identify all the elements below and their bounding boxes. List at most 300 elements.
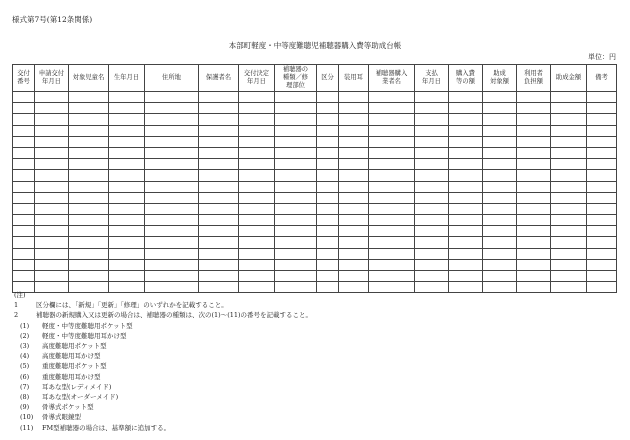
- table-cell: [339, 103, 369, 114]
- table-cell: [517, 103, 551, 114]
- table-cell: [449, 170, 483, 181]
- table-cell: [483, 92, 517, 103]
- table-cell: [69, 136, 109, 147]
- table-cell: [369, 282, 415, 293]
- table-cell: [587, 282, 617, 293]
- table-cell: [483, 226, 517, 237]
- table-cell: [145, 248, 199, 259]
- table-cell: [317, 147, 339, 158]
- table-row: [13, 192, 617, 203]
- table-cell: [13, 192, 35, 203]
- table-cell: [317, 114, 339, 125]
- table-cell: [69, 103, 109, 114]
- table-cell: [275, 259, 317, 270]
- table-cell: [415, 282, 449, 293]
- table-cell: [587, 226, 617, 237]
- table-cell: [483, 192, 517, 203]
- table-cell: [13, 103, 35, 114]
- note-text: 骨導式眼鏡型: [42, 413, 81, 422]
- table-cell: [69, 147, 109, 158]
- table-cell: [339, 215, 369, 226]
- note-text: 高度難聴用ポケット型: [42, 342, 107, 351]
- note-text: 補聴器の新規購入又は更新の場合は、補聴器の種類は、次の(1)～(11)の番号を記載すること。: [36, 311, 313, 320]
- table-cell: [587, 114, 617, 125]
- table-cell: [317, 271, 339, 282]
- table-cell: [369, 147, 415, 158]
- note-type-item: [14, 402, 312, 412]
- note-type-item: [14, 331, 312, 341]
- table-cell: [275, 237, 317, 248]
- table-cell: [517, 259, 551, 270]
- table-cell: [369, 159, 415, 170]
- table-cell: [109, 92, 145, 103]
- table-row: [13, 114, 617, 125]
- table-cell: [415, 136, 449, 147]
- unit-label: 単位：円: [588, 53, 616, 61]
- table-cell: [449, 103, 483, 114]
- table-cell: [35, 192, 69, 203]
- table-cell: [339, 147, 369, 158]
- note-text: 骨導式ポケット型: [42, 403, 94, 412]
- table-cell: [339, 226, 369, 237]
- table-cell: [317, 92, 339, 103]
- note-text: 区分欄には、「新規」「更新」「修理」のいずれかを記載すること。: [36, 301, 228, 310]
- table-cell: [35, 159, 69, 170]
- column-header: 支払 年月日: [415, 65, 449, 92]
- table-cell: [483, 181, 517, 192]
- table-cell: [199, 215, 239, 226]
- table-cell: [145, 125, 199, 136]
- table-cell: [551, 92, 587, 103]
- table-cell: [13, 271, 35, 282]
- table-cell: [35, 271, 69, 282]
- table-cell: [109, 203, 145, 214]
- table-cell: [415, 248, 449, 259]
- table-cell: [483, 147, 517, 158]
- table-cell: [415, 192, 449, 203]
- table-cell: [517, 181, 551, 192]
- notes-section: [14, 290, 312, 433]
- table-cell: [339, 159, 369, 170]
- table-cell: [145, 136, 199, 147]
- table-cell: [587, 192, 617, 203]
- table-cell: [587, 259, 617, 270]
- table-row: [13, 147, 617, 158]
- table-cell: [517, 92, 551, 103]
- note-text: 軽度・中等度難聴用ポケット型: [42, 321, 133, 330]
- table-cell: [145, 226, 199, 237]
- table-cell: [339, 259, 369, 270]
- table-cell: [587, 181, 617, 192]
- table-cell: [415, 147, 449, 158]
- column-header: 住所地: [145, 65, 199, 92]
- note-text: 耳あな型(レディメイド): [42, 382, 112, 391]
- table-cell: [517, 159, 551, 170]
- table-cell: [517, 237, 551, 248]
- table-row: [13, 215, 617, 226]
- table-cell: [551, 237, 587, 248]
- table-row: [13, 92, 617, 103]
- table-cell: [483, 282, 517, 293]
- table-cell: [199, 271, 239, 282]
- table-cell: [199, 159, 239, 170]
- table-cell: [415, 237, 449, 248]
- table-cell: [109, 215, 145, 226]
- table-cell: [317, 159, 339, 170]
- column-header: 装用耳: [339, 65, 369, 92]
- table-cell: [449, 181, 483, 192]
- table-cell: [339, 192, 369, 203]
- table-cell: [551, 192, 587, 203]
- table-cell: [483, 103, 517, 114]
- table-cell: [483, 248, 517, 259]
- note-item: [14, 310, 312, 320]
- table-cell: [339, 170, 369, 181]
- table-cell: [145, 271, 199, 282]
- table-cell: [109, 248, 145, 259]
- table-cell: [369, 114, 415, 125]
- table-cell: [369, 259, 415, 270]
- table-cell: [317, 103, 339, 114]
- table-cell: [339, 248, 369, 259]
- table-cell: [449, 136, 483, 147]
- table-cell: [69, 237, 109, 248]
- table-cell: [13, 136, 35, 147]
- table-cell: [317, 215, 339, 226]
- table-cell: [551, 226, 587, 237]
- table-cell: [69, 114, 109, 125]
- table-cell: [369, 248, 415, 259]
- table-cell: [275, 226, 317, 237]
- table-cell: [275, 248, 317, 259]
- note-number: (11): [20, 423, 34, 432]
- table-cell: [35, 114, 69, 125]
- table-cell: [551, 259, 587, 270]
- note-text: 高度難聴用耳かけ型: [42, 352, 101, 361]
- table-cell: [317, 136, 339, 147]
- table-cell: [483, 170, 517, 181]
- table-cell: [199, 114, 239, 125]
- table-cell: [587, 203, 617, 214]
- table-cell: [69, 203, 109, 214]
- table-cell: [275, 92, 317, 103]
- table-cell: [145, 259, 199, 270]
- table-cell: [369, 226, 415, 237]
- table-cell: [275, 271, 317, 282]
- table-cell: [145, 92, 199, 103]
- table-cell: [145, 181, 199, 192]
- table-cell: [13, 92, 35, 103]
- table-row: [13, 136, 617, 147]
- column-header: 対象児童名: [69, 65, 109, 92]
- table-cell: [69, 226, 109, 237]
- table-cell: [239, 226, 275, 237]
- table-cell: [275, 103, 317, 114]
- table-row: [13, 259, 617, 270]
- table-cell: [275, 136, 317, 147]
- table-cell: [199, 181, 239, 192]
- table-cell: [517, 136, 551, 147]
- table-cell: [275, 215, 317, 226]
- table-cell: [239, 170, 275, 181]
- table-cell: [109, 159, 145, 170]
- table-cell: [339, 237, 369, 248]
- table-cell: [109, 271, 145, 282]
- table-cell: [415, 203, 449, 214]
- table-cell: [551, 114, 587, 125]
- table-cell: [415, 114, 449, 125]
- note-number: 1: [14, 301, 19, 310]
- table-cell: [551, 147, 587, 158]
- table-cell: [69, 92, 109, 103]
- note-item: [14, 300, 312, 310]
- table-cell: [449, 125, 483, 136]
- table-cell: [13, 259, 35, 270]
- table-cell: [317, 226, 339, 237]
- table-cell: [35, 237, 69, 248]
- note-number: (7): [20, 382, 30, 391]
- table-cell: [415, 125, 449, 136]
- table-cell: [239, 147, 275, 158]
- table-cell: [449, 92, 483, 103]
- table-cell: [415, 170, 449, 181]
- table-cell: [339, 181, 369, 192]
- table-body: [13, 92, 617, 293]
- table-cell: [415, 271, 449, 282]
- table-cell: [339, 282, 369, 293]
- column-header: 区分: [317, 65, 339, 92]
- table-cell: [339, 203, 369, 214]
- table-cell: [199, 92, 239, 103]
- table-cell: [587, 159, 617, 170]
- table-cell: [551, 271, 587, 282]
- table-cell: [483, 203, 517, 214]
- table-cell: [145, 114, 199, 125]
- table-cell: [517, 271, 551, 282]
- table-cell: [517, 226, 551, 237]
- table-cell: [275, 147, 317, 158]
- table-cell: [317, 282, 339, 293]
- column-header: 申請交付 年月日: [35, 65, 69, 92]
- table-cell: [275, 125, 317, 136]
- note-type-item: [14, 361, 312, 371]
- table-row: [13, 248, 617, 259]
- note-type-item: [14, 423, 312, 433]
- table-cell: [517, 170, 551, 181]
- table-cell: [339, 136, 369, 147]
- table-cell: [587, 215, 617, 226]
- note-text: FM型補聴器の場合は、基準額に追加する。: [42, 423, 171, 432]
- table-cell: [13, 215, 35, 226]
- table-cell: [275, 159, 317, 170]
- note-type-item: [14, 321, 312, 331]
- table-cell: [369, 170, 415, 181]
- table-cell: [35, 170, 69, 181]
- note-number: (3): [20, 342, 30, 351]
- note-type-item: [14, 372, 312, 382]
- table-cell: [145, 147, 199, 158]
- table-cell: [239, 125, 275, 136]
- column-header: 備考: [587, 65, 617, 92]
- table-cell: [587, 237, 617, 248]
- table-cell: [449, 248, 483, 259]
- table-cell: [239, 203, 275, 214]
- table-cell: [551, 103, 587, 114]
- table-cell: [239, 136, 275, 147]
- table-cell: [517, 147, 551, 158]
- table-row: [13, 226, 617, 237]
- table-cell: [239, 114, 275, 125]
- table-cell: [339, 114, 369, 125]
- table-cell: [369, 181, 415, 192]
- table-cell: [483, 215, 517, 226]
- note-number: 2: [14, 311, 19, 320]
- table-cell: [317, 170, 339, 181]
- note-number: (10): [20, 413, 34, 422]
- table-cell: [35, 259, 69, 270]
- table-cell: [587, 136, 617, 147]
- form-number: 様式第7号(第12条関係): [12, 15, 93, 24]
- note-number: (2): [20, 331, 30, 340]
- table-cell: [69, 259, 109, 270]
- table-cell: [239, 259, 275, 270]
- table-cell: [415, 92, 449, 103]
- table-cell: [275, 203, 317, 214]
- table-cell: [69, 159, 109, 170]
- table-cell: [109, 103, 145, 114]
- table-cell: [109, 136, 145, 147]
- table-cell: [517, 248, 551, 259]
- note-text: 軽度・中等度難聴用耳かけ型: [42, 331, 127, 340]
- table-cell: [415, 226, 449, 237]
- table-cell: [35, 136, 69, 147]
- table-cell: [69, 192, 109, 203]
- table-cell: [35, 248, 69, 259]
- table-cell: [587, 92, 617, 103]
- table-cell: [449, 271, 483, 282]
- table-cell: [239, 271, 275, 282]
- note-text: 重度難聴用ポケット型: [42, 362, 107, 371]
- table-cell: [449, 259, 483, 270]
- table-cell: [449, 282, 483, 293]
- column-header: 助成金額: [551, 65, 587, 92]
- table-cell: [483, 114, 517, 125]
- table-cell: [415, 181, 449, 192]
- table-cell: [35, 103, 69, 114]
- table-cell: [517, 215, 551, 226]
- table-cell: [275, 181, 317, 192]
- table-cell: [239, 215, 275, 226]
- table-row: [13, 203, 617, 214]
- column-header: 助成 対象額: [483, 65, 517, 92]
- table-cell: [239, 248, 275, 259]
- table-cell: [483, 271, 517, 282]
- table-cell: [239, 103, 275, 114]
- table-cell: [551, 282, 587, 293]
- table-cell: [13, 237, 35, 248]
- table-cell: [369, 92, 415, 103]
- table-cell: [199, 237, 239, 248]
- column-header: 保護者名: [199, 65, 239, 92]
- table-cell: [145, 215, 199, 226]
- column-header: 購入費 等の額: [449, 65, 483, 92]
- table-cell: [517, 203, 551, 214]
- column-header: 利用者 負担額: [517, 65, 551, 92]
- table-row: [13, 103, 617, 114]
- table-cell: [13, 170, 35, 181]
- table-cell: [239, 192, 275, 203]
- note-number: (6): [20, 372, 30, 381]
- table-cell: [275, 170, 317, 181]
- table-cell: [199, 103, 239, 114]
- table-cell: [317, 259, 339, 270]
- table-cell: [449, 192, 483, 203]
- table-cell: [35, 181, 69, 192]
- table-cell: [109, 170, 145, 181]
- table-row: [13, 170, 617, 181]
- table-cell: [35, 147, 69, 158]
- table-cell: [339, 92, 369, 103]
- table-cell: [369, 215, 415, 226]
- table-cell: [415, 103, 449, 114]
- table-cell: [109, 226, 145, 237]
- table-cell: [415, 215, 449, 226]
- table-header-row: [13, 65, 617, 92]
- table-cell: [339, 271, 369, 282]
- note-type-item: [14, 412, 312, 422]
- table-cell: [109, 237, 145, 248]
- table-cell: [517, 192, 551, 203]
- table-cell: [109, 114, 145, 125]
- table-cell: [13, 203, 35, 214]
- column-header: 補聴器購入 業者名: [369, 65, 415, 92]
- table-cell: [69, 181, 109, 192]
- table-cell: [199, 248, 239, 259]
- table-cell: [199, 226, 239, 237]
- table-cell: [109, 125, 145, 136]
- notes-heading: (注): [14, 291, 26, 299]
- table-cell: [145, 103, 199, 114]
- table-cell: [275, 192, 317, 203]
- table-cell: [317, 192, 339, 203]
- note-number: (9): [20, 403, 30, 412]
- table-cell: [483, 159, 517, 170]
- table-cell: [145, 203, 199, 214]
- table-cell: [109, 181, 145, 192]
- column-header: 交付 番号: [13, 65, 35, 92]
- table-cell: [109, 259, 145, 270]
- table-cell: [69, 215, 109, 226]
- table-cell: [199, 147, 239, 158]
- table-cell: [551, 203, 587, 214]
- table-cell: [275, 114, 317, 125]
- table-cell: [109, 147, 145, 158]
- note-type-item: [14, 382, 312, 392]
- table-cell: [239, 181, 275, 192]
- table-cell: [551, 181, 587, 192]
- table-cell: [199, 136, 239, 147]
- table-cell: [145, 192, 199, 203]
- ledger-table: [12, 64, 617, 293]
- table-cell: [35, 125, 69, 136]
- table-cell: [587, 170, 617, 181]
- table-cell: [317, 203, 339, 214]
- table-cell: [13, 147, 35, 158]
- table-cell: [145, 237, 199, 248]
- table-cell: [317, 248, 339, 259]
- note-text: 耳あな型(オーダーメイド): [42, 393, 119, 402]
- note-text: 重度難聴用耳かけ型: [42, 372, 101, 381]
